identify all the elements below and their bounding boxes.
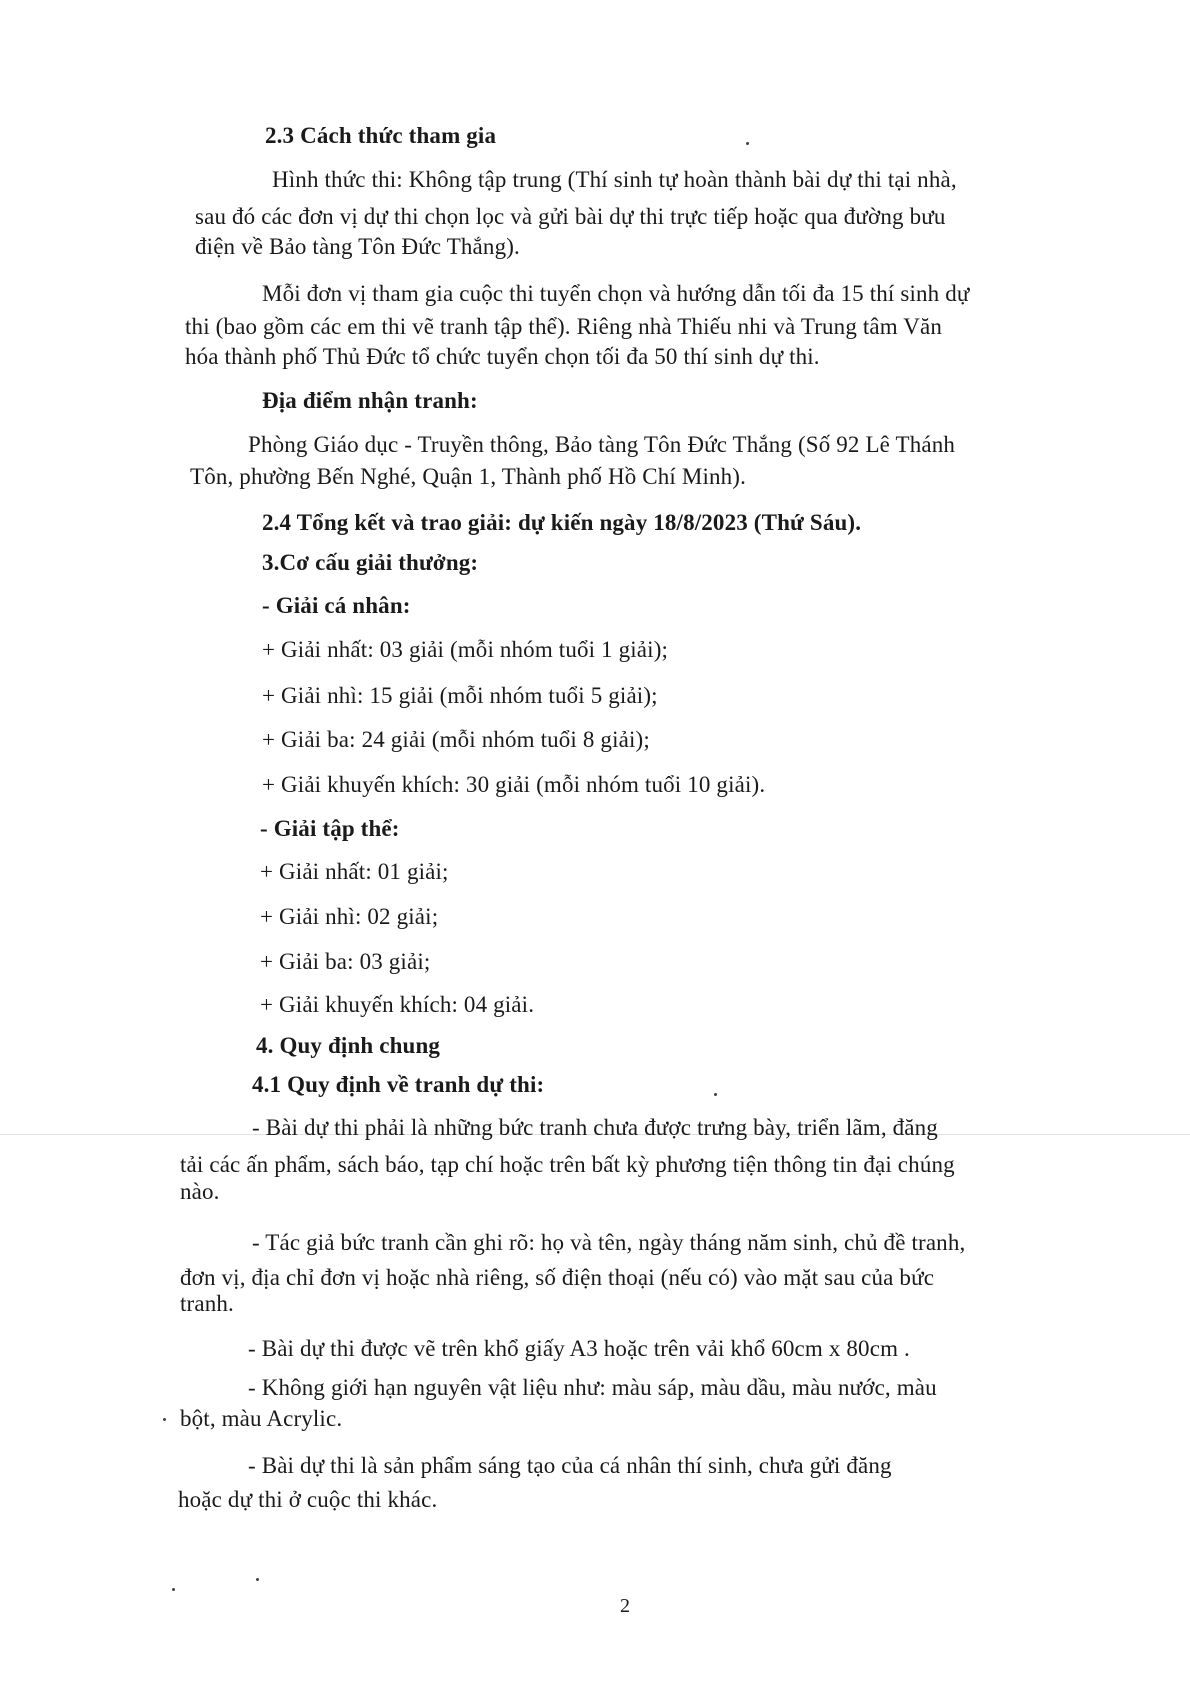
section-2-4-heading: 2.4 Tổng kết và trao giải: dự kiến ngày 18/8/2023 (Thứ Sáu). [262, 510, 862, 535]
scan-speck [172, 1588, 175, 1591]
scan-speck [714, 1093, 717, 1096]
award-item: + Giải nhất: 03 giải (mỗi nhóm tuổi 1 giải); [262, 637, 669, 662]
award-item: + Giải ba: 03 giải; [260, 949, 431, 974]
group-awards-heading: - Giải tập thể: [260, 816, 400, 841]
section-4-1-heading: 4.1 Quy định về tranh dự thi: [252, 1072, 545, 1097]
location-line: Tôn, phường Bến Nghé, Quận 1, Thành phố Hồ Chí Minh). [190, 464, 746, 489]
award-item: + Giải khuyến khích: 04 giải. [260, 992, 535, 1017]
page-number: 2 [620, 1595, 630, 1617]
paragraph-line: Hình thức thi: Không tập trung (Thí sinh tự hoàn thành bài dự thi tại nhà, [272, 167, 957, 192]
individual-awards-heading: - Giải cá nhân: [262, 593, 411, 618]
section-3-heading: 3.Cơ cấu giải thưởng: [262, 550, 479, 575]
rule-line: - Bài dự thi là sản phẩm sáng tạo của cá nhân thí sinh, chưa gửi đăng [248, 1453, 892, 1478]
location-heading: Địa điểm nhận tranh: [262, 388, 478, 413]
paragraph-line: thi (bao gồm các em thi vẽ tranh tập thể). Riêng nhà Thiếu nhi và Trung tâm Văn [185, 314, 943, 339]
location-line: Phòng Giáo dục - Truyền thông, Bảo tàng Tôn Đức Thắng (Số 92 Lê Thánh [248, 432, 956, 457]
rule-line: tải các ấn phẩm, sách báo, tạp chí hoặc trên bất kỳ phương tiện thông tin đại chúng [180, 1152, 955, 1177]
rule-line: - Tác giả bức tranh cần ghi rõ: họ và tên, ngày tháng năm sinh, chủ đề tranh, [252, 1230, 966, 1255]
scan-speck [163, 1418, 166, 1421]
rule-line: hoặc dự thi ở cuộc thi khác. [178, 1487, 438, 1512]
rule-line: - Không giới hạn nguyên vật liệu như: màu sáp, màu dầu, màu nước, màu [248, 1375, 937, 1400]
rule-line: - Bài dự thi được vẽ trên khổ giấy A3 hoặc trên vải khổ 60cm x 80cm . [248, 1336, 910, 1361]
rule-line: - Bài dự thi phải là những bức tranh chưa được trưng bày, triển lãm, đăng [252, 1115, 938, 1140]
award-item: + Giải nhất: 01 giải; [260, 859, 449, 884]
award-item: + Giải ba: 24 giải (mỗi nhóm tuổi 8 giải); [262, 727, 650, 752]
rule-line: bột, màu Acrylic. [180, 1406, 343, 1431]
award-item: + Giải nhì: 15 giải (mỗi nhóm tuổi 5 giải); [262, 683, 658, 708]
paragraph-line: sau đó các đơn vị dự thi chọn lọc và gửi bài dự thi trực tiếp hoặc qua đường bưu [195, 204, 946, 229]
scan-speck [256, 1578, 259, 1581]
paragraph-line: Mỗi đơn vị tham gia cuộc thi tuyển chọn và hướng dẫn tối đa 15 thí sinh dự [262, 281, 970, 306]
award-item: + Giải khuyến khích: 30 giải (mỗi nhóm tuổi 10 giải). [262, 772, 766, 797]
rule-line: nào. [180, 1179, 220, 1204]
rule-line: tranh. [180, 1291, 234, 1316]
paragraph-line: điện về Bảo tàng Tôn Đức Thắng). [195, 234, 520, 259]
section-2-3-heading: 2.3 Cách thức tham gia [265, 123, 497, 148]
section-4-heading: 4. Quy định chung [256, 1033, 441, 1058]
award-item: + Giải nhì: 02 giải; [260, 904, 439, 929]
paragraph-line: hóa thành phố Thủ Đức tổ chức tuyển chọn tối đa 50 thí sinh dự thi. [185, 344, 820, 369]
scan-speck [746, 142, 749, 145]
rule-line: đơn vị, địa chỉ đơn vị hoặc nhà riêng, số điện thoại (nếu có) vào mặt sau của bức [180, 1265, 935, 1290]
